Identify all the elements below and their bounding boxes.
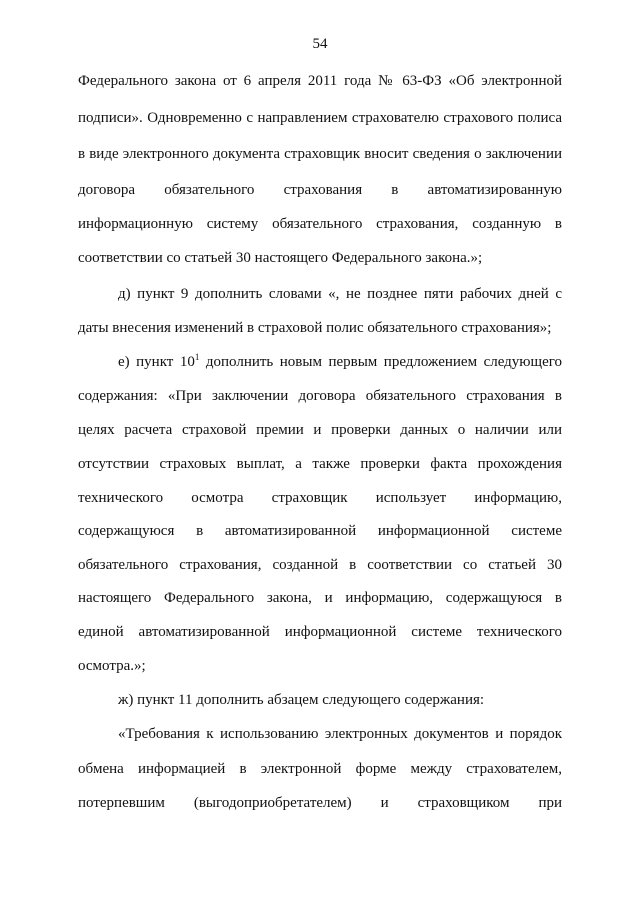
- superscript: 1: [194, 352, 200, 362]
- text-line: потерпевшим (выгодоприобретателем) и страховщиком при: [78, 795, 562, 811]
- text-line: ж) пункт 11 дополнить абзацем следующего содержания:: [118, 692, 485, 708]
- text-line: технического осмотра страховщик использует информацию,: [78, 490, 562, 506]
- page-number: 54: [312, 36, 328, 52]
- text-span: дополнить новым первым предложением следующего: [199, 354, 562, 370]
- text-line: единой автоматизированной информационной системе технического: [78, 624, 562, 640]
- text-line: отсутствии страховых выплат, а также проверки факта прохождения: [78, 456, 562, 472]
- text-line: Федерального закона от 6 апреля 2011 года № 63-ФЗ «Об электронной: [78, 73, 562, 89]
- text-line: обязательного страхования, созданной в соответствии со статьей 30: [78, 557, 562, 573]
- text-line: осмотра.»;: [78, 658, 146, 674]
- text-line: «Требования к использованию электронных документов и порядок: [118, 726, 562, 742]
- text-line: в виде электронного документа страховщик вносит сведения о заключении: [78, 146, 562, 162]
- text-line: информационную систему обязательного страхования, созданную в: [78, 216, 562, 232]
- text-line: подписи». Одновременно с направлением страхователю страхового полиса: [78, 110, 562, 126]
- text-line: обмена информацией в электронной форме между страхователем,: [78, 761, 562, 777]
- text-line: д) пункт 9 дополнить словами «, не позднее пяти рабочих дней с: [118, 286, 562, 302]
- text-line: соответствии со статьей 30 настоящего Федерального закона.»;: [78, 250, 483, 266]
- text-line: целях расчета страховой премии и проверки данных о наличии или: [78, 422, 562, 438]
- text-span: е) пункт 10: [118, 354, 195, 370]
- text-line: содержания: «При заключении договора обязательного страхования в: [78, 388, 562, 404]
- text-line: [118, 352, 562, 372]
- text-line: настоящего Федерального закона, и информацию, содержащуюся в: [78, 590, 562, 606]
- text-line: договора обязательного страхования в автоматизированную: [78, 182, 562, 198]
- text-line: содержащуюся в автоматизированной информационной системе: [78, 523, 562, 539]
- text-line: даты внесения изменений в страховой полис обязательного страхования»;: [78, 320, 552, 336]
